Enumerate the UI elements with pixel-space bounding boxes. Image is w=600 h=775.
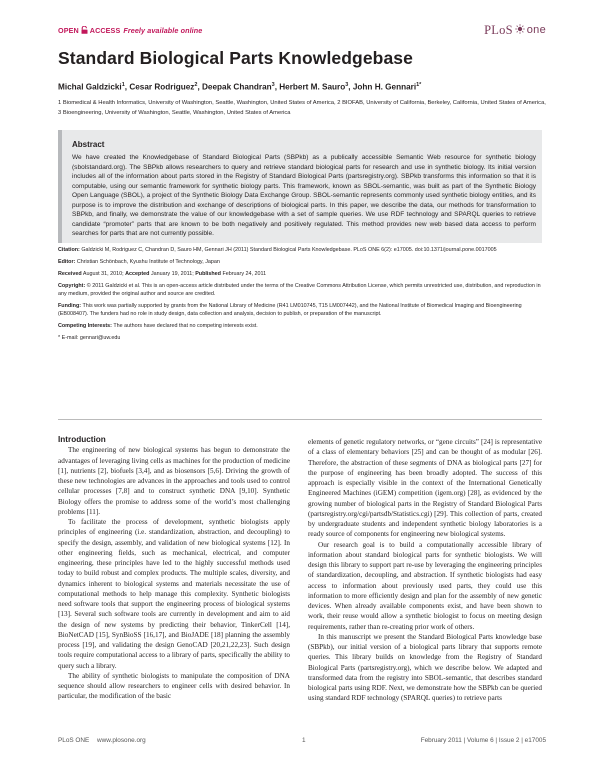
dates <box>58 271 542 279</box>
funding <box>58 303 542 318</box>
author: Deepak Chandran <box>202 82 272 92</box>
page-footer <box>58 737 546 744</box>
plos-logo-text: PLoS <box>484 22 513 37</box>
competing-interests <box>58 323 542 331</box>
author: Cesar Rodriguez <box>129 82 195 92</box>
paragraph: To facilitate the process of development, synthetic biologists apply principles of engineering (i.e. standardization, abstraction, and decoupling) to specify the design, assembly, and validation of new biological systems [12]. In other engineering fields, such as mechanical, electrical, and computer engineering, these principles have led to the highly successful methods used today to build robust and complex products. The multiple scales, diversity, and dynamics inherent to biological systems and materials necessitate the use of computational methods to help manage this complexity. Synthetic biologists need software tools that support the engineering process of biological systems [13]. Several such software tools are currently in development and aim to aid the design of new systems by predicting their behavior, TinkerCell [14], BioNetCAD [15], SynBioSS [16,17], and BioJADE [18] planning the assembly process [19], and validating the design GenoCAD [20,21,22,23]. Such design tools require computational access to a library of parts, specifically the ability to query such a library. <box>58 518 290 670</box>
author: John H. Gennari <box>352 82 417 92</box>
author-list: Michal Galdzicki$^1$, Cesar Rodriguez$^2$, Deepak Chandran$^3$, Herbert M. Sauro$^3$, John H. Gennari$^{1*}$ <box>58 82 422 92</box>
open-access-label: OPEN <box>58 25 79 35</box>
sun-icon <box>515 24 525 34</box>
open-lock-icon <box>81 26 88 34</box>
editor-text: Christian Schönbach, Kyushu Institute of Technology, Japan <box>76 259 220 266</box>
left-column <box>58 435 290 702</box>
paragraph: The engineering of new biological systems has begun to demonstrate the advantages of leveraging living cells as machines for the production of medicine [1], nutrients [2], biofuels [3,4], and as biosensors [5,6]. Driving the growth of these new technologies are advances in the approaches and tools used to control cellular processes [7,8] and to construct synthetic DNA [9,10]. Synthetic Biology offers the promise to address some of the world’s most challenging problems [11]. <box>58 446 290 516</box>
author-sup: 3 <box>271 82 275 88</box>
paragraph: Our research goal is to build a computationally accessible library of information about standard biological parts for synthetic biologists. We will design this library to support part re-use by leveraging the engineering principles of standardization, decoupling, and abstraction. If synthetic biologists had easy access to information about previously used parts, they could use this information to more efficiently design and plan for the assembly of new genetic devices. When already available components exist, and have been shown to work, their reuse would allow a synthetic biologist to focus on meeting design requirements, rather than re-creating prior work of others. <box>308 540 542 631</box>
citation <box>58 247 542 255</box>
accepted-label: Accepted <box>125 271 150 278</box>
published-label: Published <box>195 271 221 278</box>
introduction-heading: Introduction <box>58 435 106 444</box>
journal-header <box>58 18 546 42</box>
author: Michal Galdzicki <box>58 82 122 92</box>
paragraph: In this manuscript we present the Standard Biological Parts knowledge base (SBPkb), our initial version of a biological parts library that supports remote queries. This library builds on knowledge from the Registry of Standard Biological Parts (partsregistry.org), which we describe below. We adapted and transformed data from the registry into SBOL-semantic, that describes standard biological parts using RDF. Next, we demonstrate how the SBPkb can be queried using standard RDF technology (SPARQL queries) to retrieve parts <box>308 632 542 703</box>
citation-label: Citation: <box>58 247 80 253</box>
freely-available-label: Freely available online <box>123 25 203 35</box>
competing-text: The authors have declared that no competing interests exist. <box>113 322 258 329</box>
email: * E-mail: gennari@uw.edu <box>58 334 121 341</box>
one-logo-text: one <box>526 24 546 36</box>
paragraph: elements of genetic regulatory networks, or “gene circuits” [24] is representative of a class of elementary behaviors [25] and can be thought of as modular [26]. Therefore, the abstraction of these segments of DNA as biological parts [27] for the purpose of engineering has been broadly adopted. The success of this approach is especially visible in the context of the International Genetically Engineered Machines (iGEM) competition (igem.org) [28], as evidenced by the growing number of biological parts in the Registry of Standard Biological Parts (partsregistry.org/cgi/partsdb/Statistics.cgi) [29]. This collection of parts, created by undergraduate students and independent synthetic biology laboratories is a ready source of components for engineering new biological systems. <box>308 438 542 539</box>
author-sup: 1* <box>416 82 422 88</box>
funding-label: Funding: <box>58 302 82 309</box>
competing-label: Competing Interests: <box>58 322 112 329</box>
copyright <box>58 283 542 298</box>
abstract-heading: Abstract <box>72 140 105 149</box>
footer-issue: February 2011 | Volume 6 | Issue 2 | e17005 <box>420 737 546 744</box>
footer-journal: PLoS ONE <box>58 737 90 744</box>
footer-site: www.plosone.org <box>97 737 146 744</box>
copyright-label: Copyright: <box>58 283 86 290</box>
footer-left <box>58 737 152 744</box>
accepted-date: January 19, 2011; <box>150 271 194 278</box>
paragraph: The ability of synthetic biologists to manipulate the composition of DNA sequence should allow researchers to engineer cells with desired behavior. In particular, the modification of the basic <box>58 671 290 701</box>
published-date: February 24, 2011 <box>222 271 267 278</box>
editor-label: Editor: <box>58 259 76 266</box>
abstract-text: We have created the Knowledgebase of Standard Biological Parts (SBPkb) as a publically accessible Semantic Web resource for synthetic biology (sbolstandard.org). The SBPkb allows researchers to query and retrieve standard biological parts for research and use in synthetic biology. Its initial version includes all of the information about parts stored in the Registry of Standard Biological Parts (partsregistry.org). SBPkb transforms this information so that it is computable, using our semantic framework for synthetic biology parts. This framework, known as SBOL-semantic, was built as part of the Synthetic Biology Open Language (SBOL), a project of the Synthetic Biology Data Exchange Group. SBOL-semantic represents commonly used synthetic biology entities, and its purpose is to improve the distribution and exchange of descriptions of biological parts. In this paper, we describe the data, our methods for transformation to SBPkb, and finally, we demonstrate the value of our knowledgebase with a set of sample queries. We use RDF technology and SPARQL queries to retrieve candidate “promoter” parts that are known to be both negatively and positively regulated. This method provides new web based data access to perform searches for parts that are not currently possible. <box>72 154 536 238</box>
paper-title: Standard Biological Parts Knowledgebase <box>58 48 413 68</box>
received-label: Received <box>58 271 82 278</box>
received-date: August 31, 2010; <box>82 271 124 278</box>
editor <box>58 259 542 267</box>
citation-text: Galdzicki M, Rodriguez C, Chandran D, Sauro HM, Gennari JH (2011) Standard Biological Parts Knowledgebase. PLoS ONE 6(2): e17005. doi:10.1371/journal.pone.0017005 <box>81 247 497 253</box>
affiliations: 1 Biomedical & Health Informatics, University of Washington, Seattle, Washington, United States of America, 2 BIOFAB, University of California, Berkeley, California, United States of America, 3 Bioengineering, University of Washington, Seattle, Washington, United States of America <box>58 100 546 116</box>
author-sup: 3 <box>345 82 349 88</box>
access-label: ACCESS <box>89 25 121 35</box>
copyright-text: © 2011 Galdzicki et al. This is an open-access article distributed under the terms of the Creative Commons Attribution License, which permits unrestricted use, distribution, and reproduction in any medium, provided the original author and source are credited. <box>58 283 541 297</box>
abstract-box <box>58 130 542 243</box>
author-sup: 2 <box>194 82 198 88</box>
plos-one-logo <box>484 23 546 38</box>
right-column <box>308 437 542 704</box>
section-divider <box>58 419 542 420</box>
page-number: 1 <box>302 737 306 744</box>
article-metadata <box>58 247 542 347</box>
author: Herbert M. Sauro <box>279 82 346 92</box>
funding-text: This work was partially supported by grants from the National Library of Medicine (R41 LM010745, T15 LM007442), and the National Institute of Biomedical Imaging and Bioengineering (EB008407). The funders had no role in study design, data collection and analysis, decision to publish, or preparation of the manuscript. <box>58 302 522 317</box>
open-access-badge <box>58 26 202 35</box>
author-sup: 1 <box>121 82 125 88</box>
